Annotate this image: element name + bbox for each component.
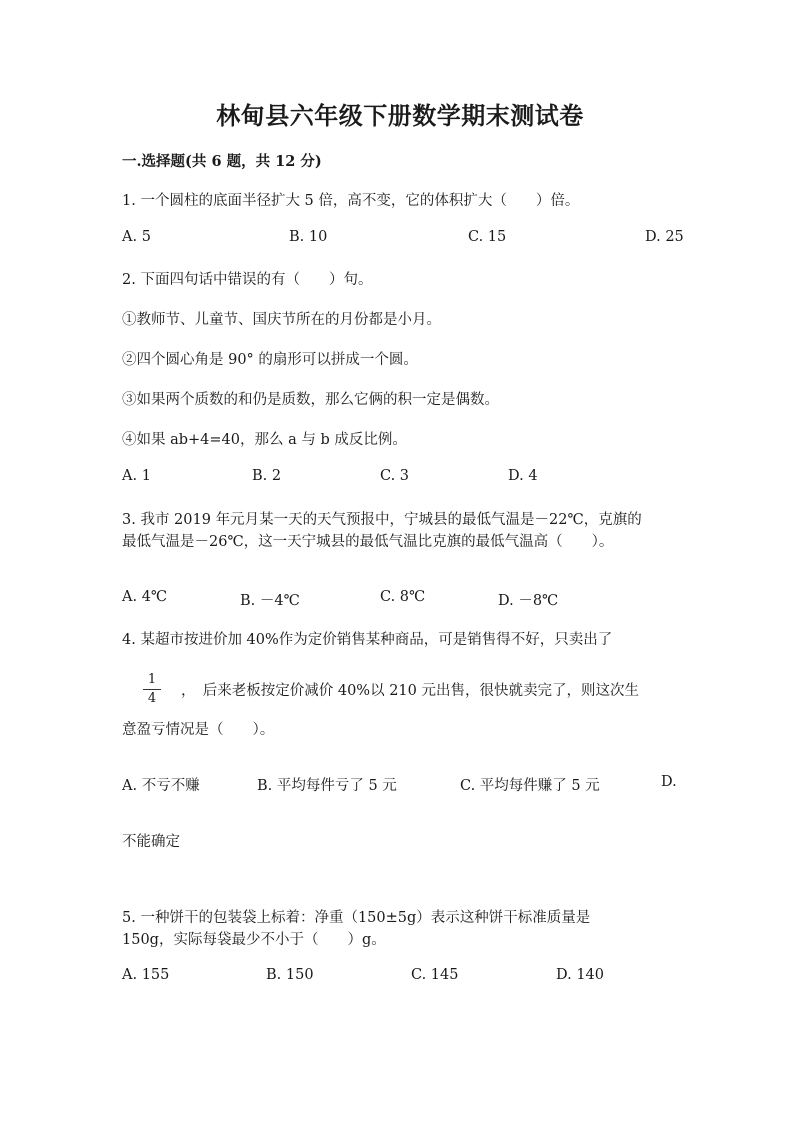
fraction-numerator: 1	[147, 672, 157, 687]
question-3-option-a[interactable]: A. 4℃	[122, 589, 168, 605]
question-4-option-d[interactable]: D.	[661, 774, 677, 790]
question-5-stem-line-1: 5. 一种饼干的包装袋上标着：净重（150±5g）表示这种饼干标准质量是	[122, 910, 591, 926]
question-2-statement-3: ③如果两个质数的和仍是质数，那么它俩的积一定是偶数。	[122, 392, 499, 408]
question-1-option-c[interactable]: C. 15	[468, 229, 507, 245]
question-4-stem-line-3: 意盈亏情况是（ ）。	[122, 722, 275, 738]
question-4-option-b[interactable]: B. 平均每件亏了 5 元	[257, 778, 397, 794]
question-4-stem-line-2: ， 后来老板按定价减价 40%以 210 元出售，很快就卖完了，则这次生	[181, 683, 639, 699]
question-4-stem-line-1: 4. 某超市按进价加 40%作为定价销售某种商品，可是销售得不好，只卖出了	[122, 632, 613, 648]
question-1-option-b[interactable]: B. 10	[289, 229, 328, 245]
question-4-option-d-text[interactable]: 不能确定	[122, 834, 180, 850]
question-2-statement-1: ①教师节、儿童节、国庆节所在的月份都是小月。	[122, 312, 441, 328]
question-5-option-b[interactable]: B. 150	[266, 967, 314, 983]
question-2-stem: 2. 下面四句话中错误的有（ ）句。	[122, 272, 373, 288]
question-1-stem: 1. 一个圆柱的底面半径扩大 5 倍，高不变，它的体积扩大（ ）倍。	[122, 193, 580, 209]
question-3-stem-line-1: 3. 我市 2019 年元月某一天的天气预报中，宁城县的最低气温是－22℃，克旗的	[122, 512, 642, 528]
question-4-option-c[interactable]: C. 平均每件赚了 5 元	[460, 778, 600, 794]
question-3-option-b[interactable]: B. －4℃	[240, 593, 300, 609]
question-2-statement-2: ②四个圆心角是 90° 的扇形可以拼成一个圆。	[122, 352, 418, 368]
question-1-option-a[interactable]: A. 5	[122, 229, 151, 245]
question-2-option-b[interactable]: B. 2	[252, 468, 282, 484]
question-2-option-a[interactable]: A. 1	[122, 468, 151, 484]
question-3-stem-line-2: 最低气温是－26℃，这一天宁城县的最低气温比克旗的最低气温高（ ）。	[122, 534, 614, 550]
section-header: 一.选择题(共 6 题，共 12 分)	[122, 153, 322, 170]
question-5-option-c[interactable]: C. 145	[411, 967, 459, 983]
question-5-option-d[interactable]: D. 140	[556, 967, 605, 983]
fraction-bar	[143, 689, 161, 690]
page-title: 林甸县六年级下册数学期末测试卷	[216, 101, 584, 130]
question-5-stem-line-2: 150g，实际每袋最少不小于（ ）g。	[122, 932, 386, 948]
question-1-option-d[interactable]: D. 25	[645, 229, 684, 245]
question-2-option-c[interactable]: C. 3	[380, 468, 410, 484]
question-4-option-a[interactable]: A. 不亏不赚	[122, 778, 200, 794]
fraction-denominator: 4	[147, 691, 157, 706]
question-3-option-d[interactable]: D. －8℃	[498, 593, 559, 609]
question-5-option-a[interactable]: A. 155	[122, 967, 170, 983]
fraction-one-quarter	[143, 672, 161, 707]
question-3-option-c[interactable]: C. 8℃	[380, 589, 426, 605]
question-2-statement-4: ④如果 ab+4=40，那么 a 与 b 成反比例。	[122, 432, 407, 448]
question-2-option-d[interactable]: D. 4	[508, 468, 538, 484]
